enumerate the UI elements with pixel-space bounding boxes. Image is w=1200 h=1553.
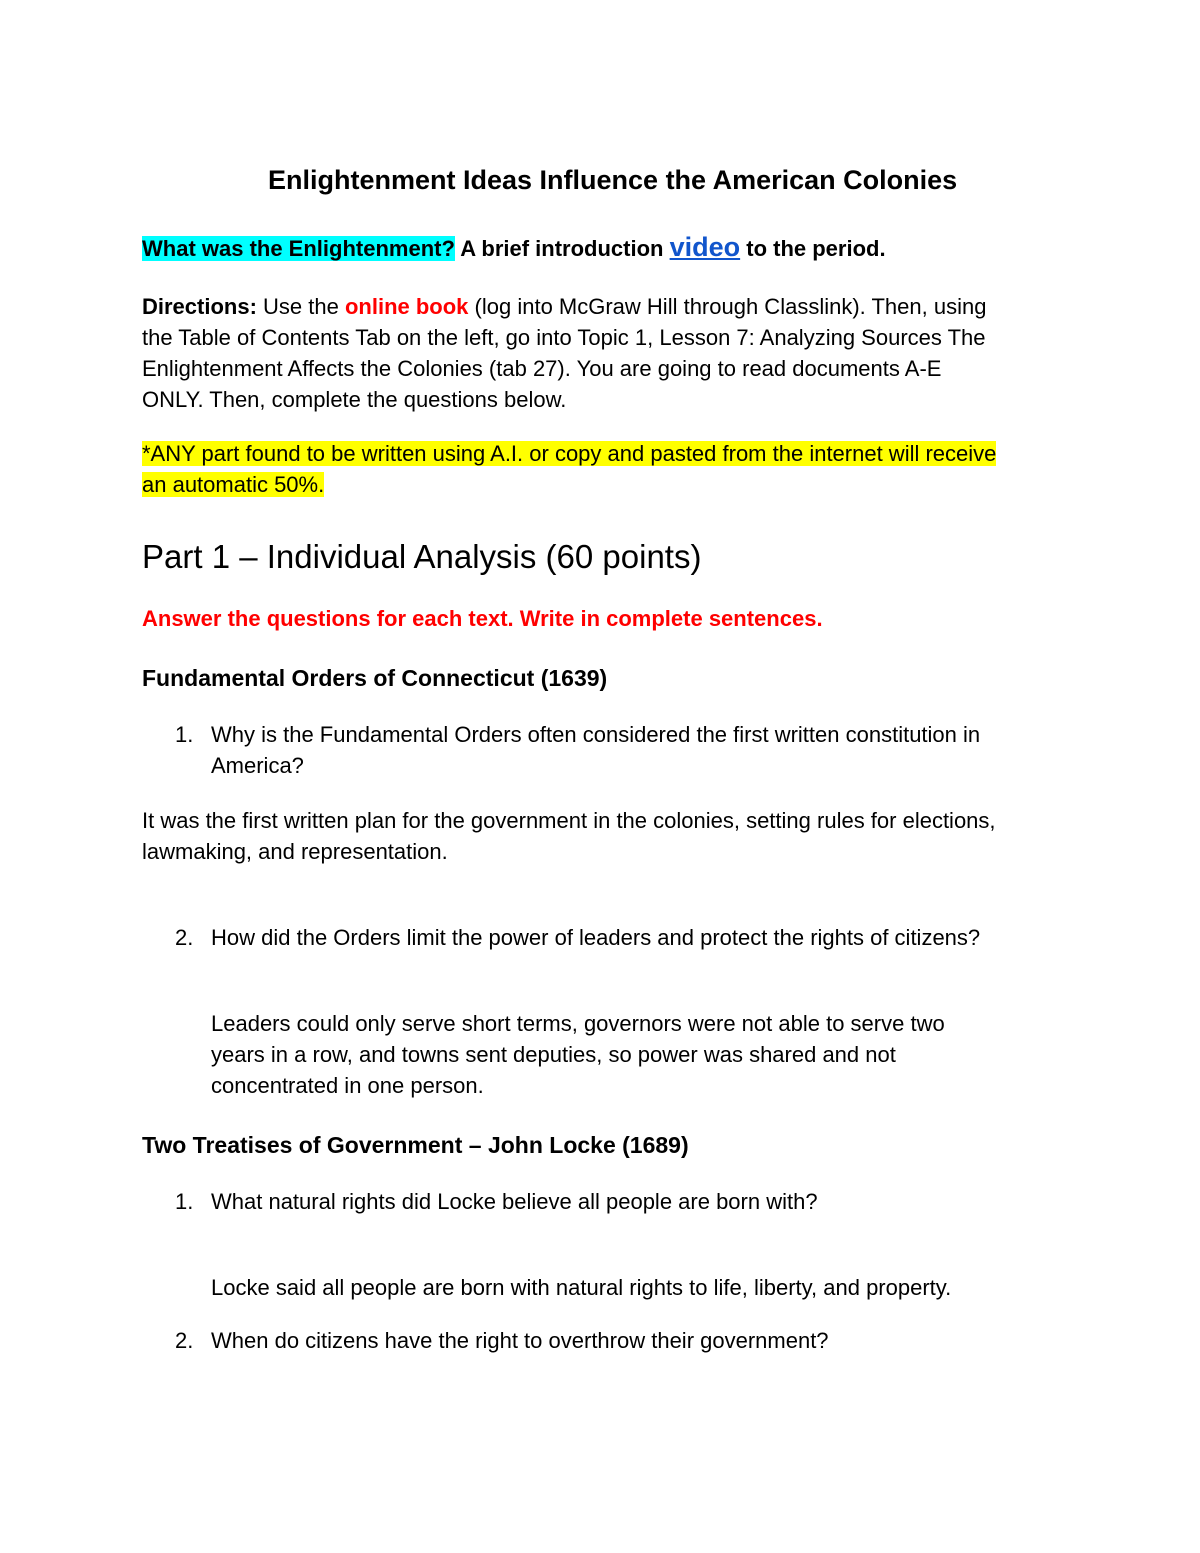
part1-heading: Part 1 – Individual Analysis (60 points) bbox=[142, 538, 702, 575]
section2-q1-number: 1. bbox=[175, 1189, 194, 1214]
directions-label: Directions: bbox=[142, 294, 257, 319]
section1-q2-number: 2. bbox=[175, 925, 194, 950]
warning-line-1 bbox=[142, 438, 996, 469]
section2-a1-line-1: Locke said all people are born with natural rights to life, liberty, and property. bbox=[211, 1275, 952, 1300]
section1-q1-line-1: Why is the Fundamental Orders often considered the first written constitution in bbox=[211, 722, 981, 747]
section1-q1-number: 1. bbox=[175, 722, 194, 747]
section2-q2-line-1: When do citizens have the right to overthrow their government? bbox=[211, 1328, 829, 1353]
section1-heading: Fundamental Orders of Connecticut (1639) bbox=[142, 665, 608, 691]
directions-line-3: Enlightenment Affects the Colonies (tab 27). You are going to read documents A-E bbox=[142, 356, 942, 381]
warning-text-2: an automatic 50%. bbox=[142, 472, 325, 497]
directions-seg1: Use the bbox=[256, 294, 345, 319]
section2-heading: Two Treatises of Government – John Locke (1689) bbox=[142, 1132, 689, 1158]
directions-line-1 bbox=[142, 291, 986, 322]
section1-q2-line-1: How did the Orders limit the power of leaders and protect the rights of citizens? bbox=[211, 925, 981, 950]
directions-line-2: the Table of Contents Tab on the left, go into Topic 1, Lesson 7: Analyzing Sources The bbox=[142, 325, 986, 350]
video-link[interactable]: video bbox=[669, 232, 741, 262]
section1-a1-line-2: lawmaking, and representation. bbox=[142, 839, 448, 864]
intro-post-link: to the period. bbox=[740, 236, 886, 261]
page-title: Enlightenment Ideas Influence the American Colonies bbox=[268, 165, 958, 195]
intro-question: What was the Enlightenment? bbox=[142, 236, 455, 261]
warning-line-2 bbox=[142, 469, 324, 500]
directions-line-4: ONLY. Then, complete the questions below. bbox=[142, 387, 567, 412]
intro-line bbox=[142, 232, 886, 264]
intro-pre-link: A brief introduction bbox=[454, 236, 670, 261]
directions-line1-rest: (log into McGraw Hill through Classlink). Then, using bbox=[468, 294, 987, 319]
section1-a2-line-1: Leaders could only serve short terms, governors were not able to serve two bbox=[211, 1011, 945, 1036]
section2-q2-number: 2. bbox=[175, 1328, 194, 1353]
warning-text-1: *ANY part found to be written using A.I. or copy and pasted from the internet will receive bbox=[142, 441, 997, 466]
part1-instruction: Answer the questions for each text. Write in complete sentences. bbox=[142, 606, 823, 631]
section1-a2-line-3: concentrated in one person. bbox=[211, 1073, 484, 1098]
section1-q1-line-2: America? bbox=[211, 753, 304, 778]
online-book-link[interactable]: online book bbox=[344, 294, 469, 319]
section1-a1-line-1: It was the first written plan for the government in the colonies, setting rules for elections, bbox=[142, 808, 996, 833]
section1-a2-line-2: years in a row, and towns sent deputies, so power was shared and not bbox=[211, 1042, 896, 1067]
section2-q1-line-1: What natural rights did Locke believe all people are born with? bbox=[211, 1189, 818, 1214]
